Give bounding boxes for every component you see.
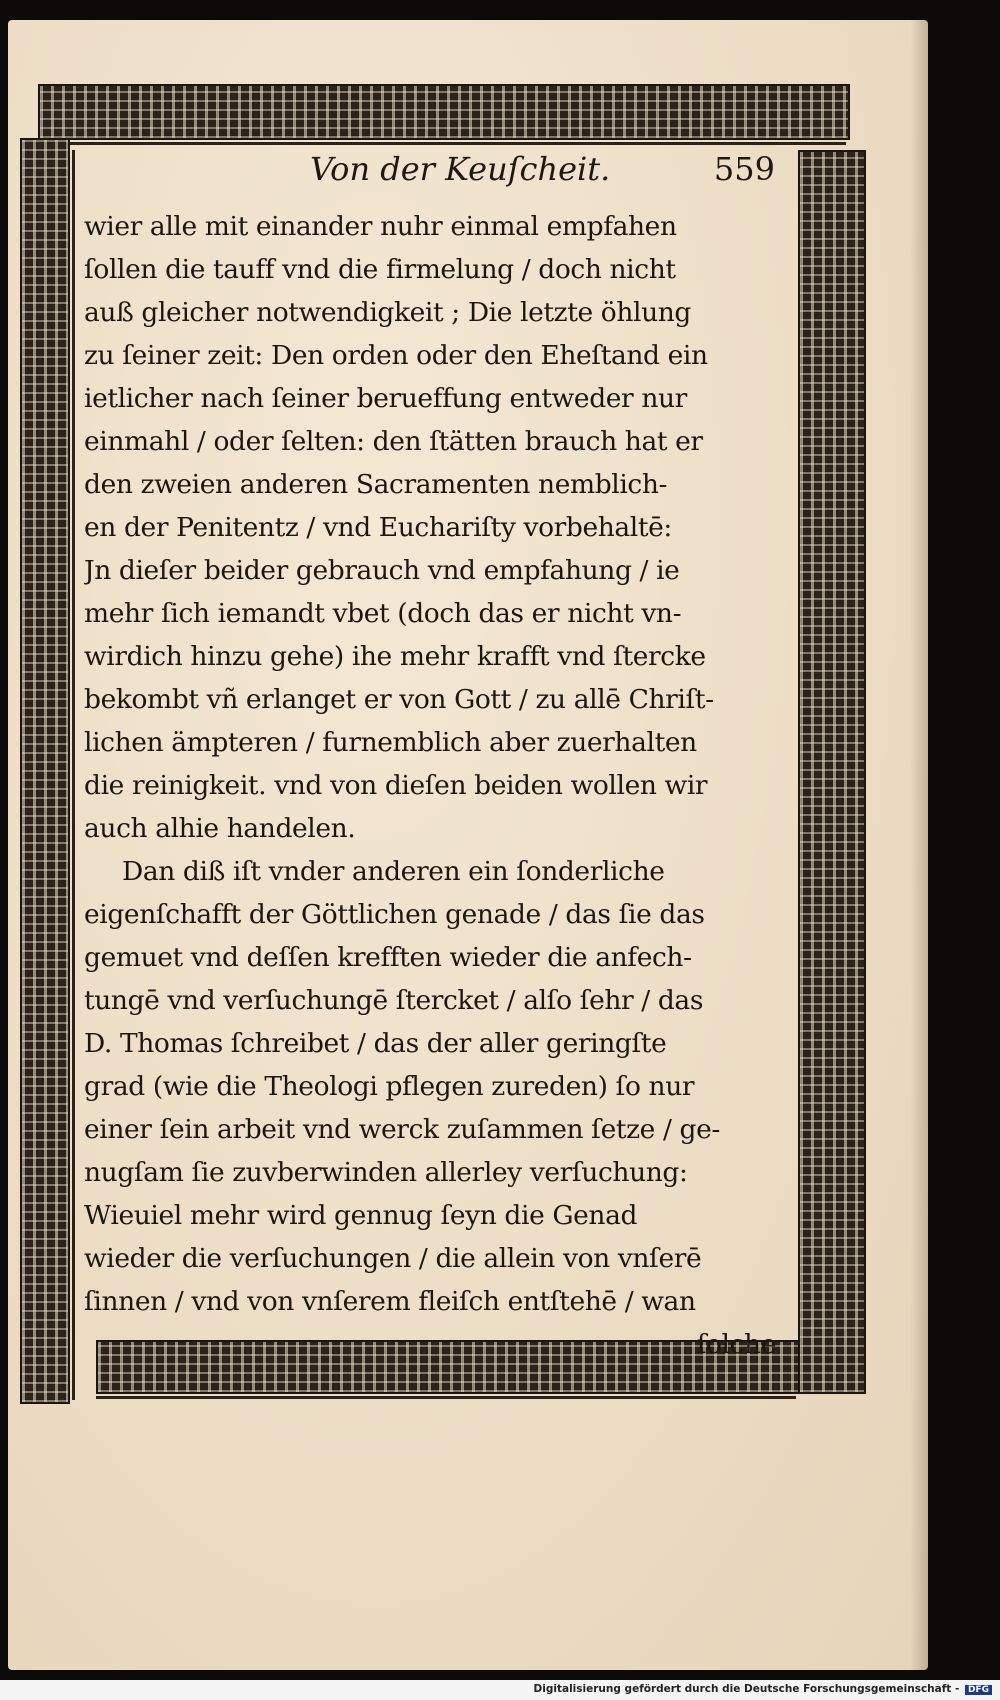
text-line: eigenſchafft der Göttlichen genade / das ſie das (84, 899, 705, 930)
top-rule (38, 142, 846, 145)
digitization-credit (534, 1683, 992, 1695)
bottom-rule (96, 1396, 796, 1399)
text-line: ſinnen / vnd von vnſerem fleiſch entſtehē / wan (84, 1286, 696, 1317)
text-line: den zweien anderen Sacramenten nemblich- (84, 469, 668, 500)
text-line: wieder die verſuchungen / die allein von vnſerē (84, 1243, 702, 1274)
text-line: die reinigkeit. vnd von dieſen beiden wollen wir (84, 770, 708, 801)
text-line: gemuet vnd deſſen krefften wieder die anfech- (84, 942, 692, 973)
text-line: Jn dieſer beider gebrauch vnd empfahung / ie (84, 555, 680, 586)
page-header (110, 150, 775, 196)
text-line: einmahl / oder ſelten: den ſtätten brauch hat er (84, 426, 703, 457)
text-line: D. Thomas ſchreibet / das der aller geringſte (84, 1028, 667, 1059)
text-line: auß gleicher notwendigkeit ; Die letzte öhlung (84, 297, 691, 328)
text-line: ietlicher nach ſeiner berueffung entweder nur (84, 383, 687, 414)
text-line: tungē vnd verſuchungē ſtercket / alſo ſehr / das (84, 985, 704, 1016)
page-number: 559 (713, 150, 775, 188)
page-edge-shadow (910, 20, 928, 1670)
credit-text: Digitalisierung gefördert durch die Deutsche Forschungsgemeinschaft - (533, 1683, 960, 1695)
text-line: nugſam ſie zuvberwinden allerley verſuchung: (84, 1157, 688, 1188)
dfg-logo: DFG (965, 1685, 992, 1695)
text-line: mehr ſich iemandt vbet (doch das er nicht vn- (84, 598, 682, 629)
paragraph-start-line: Dan diß iſt vnder anderen ein ſonderliche (122, 856, 665, 887)
text-line: ſollen die tauff vnd die firmelung / doch nicht (84, 254, 676, 285)
right-ornament-border (798, 150, 866, 1394)
text-line: wirdich hinzu gehe) ihe mehr krafft vnd ſtercke (84, 641, 706, 672)
top-ornament-border (38, 84, 850, 140)
left-inner-rule (72, 150, 75, 1400)
text-line: grad (wie die Theologi pflegen zureden) ſo nur (84, 1071, 695, 1102)
text-line: einer ſein arbeit vnd werck zuſammen ſetze / ge- (84, 1114, 720, 1145)
text-line: bekombt vñ erlanget er von Gott / zu allē Chriſt- (84, 684, 714, 715)
text-line: Wieuiel mehr wird gennug ſeyn die Genad (84, 1200, 638, 1231)
running-title: Von der Keuſcheit. (310, 150, 611, 188)
text-line: auch alhie handelen. (84, 813, 356, 844)
left-ornament-border (20, 138, 70, 1404)
text-line: lichen ämpteren / furnemblich aber zuerhalten (84, 727, 697, 758)
text-line: zu ſeiner zeit: Den orden oder den Eheſtand ein (84, 340, 708, 371)
catchword: ſolche (696, 1329, 776, 1360)
body-text (84, 205, 776, 1366)
text-line: en der Penitentz / vnd Euchariſty vorbehaltē: (84, 512, 672, 543)
text-line: wier alle mit einander nuhr einmal empfahen (84, 211, 677, 242)
